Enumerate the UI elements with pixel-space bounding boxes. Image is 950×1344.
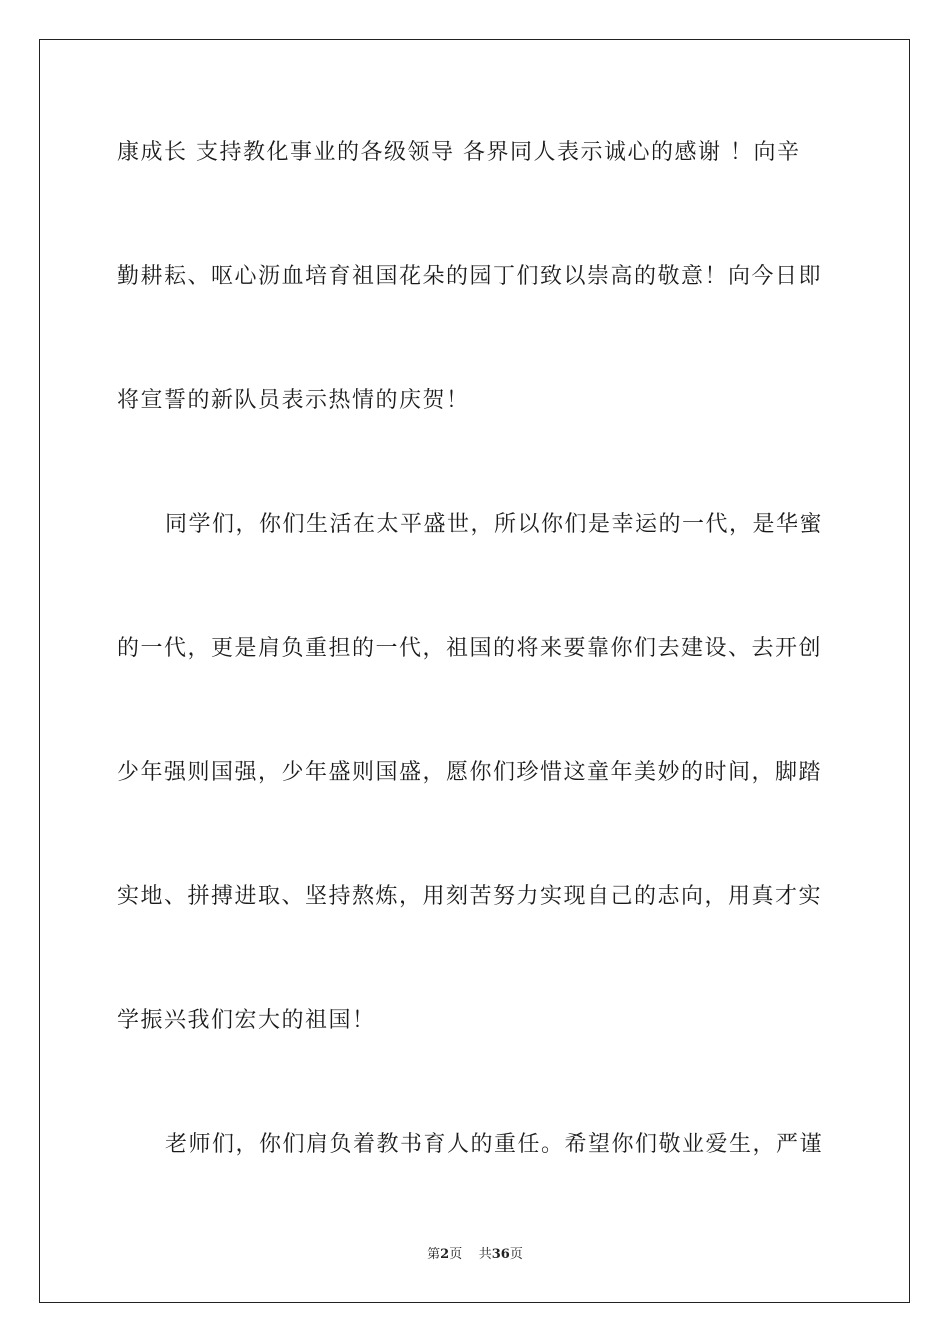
footer-prefix: 第 xyxy=(427,1247,441,1262)
current-page-number: 2 xyxy=(440,1247,450,1262)
footer-total-suffix: 页 xyxy=(509,1247,523,1262)
page-footer xyxy=(0,1246,950,1264)
text-line: 少年强则国强，少年盛则国盛，愿你们珍惜这童年美妙的时间，脚踏 xyxy=(117,760,823,785)
text-line: 实地、拼搏进取、坚持熬炼，用刻苦努力实现自己的志向，用真才实 xyxy=(117,884,823,909)
text-line: 将宣誓的新队员表示热情的庆贺！ xyxy=(117,388,470,413)
paragraph-start-line: 同学们，你们生活在太平盛世，所以你们是幸运的一代，是华蜜 xyxy=(165,512,824,537)
footer-total-prefix: 共 xyxy=(478,1247,492,1262)
page-border xyxy=(39,39,910,1303)
total-pages-number: 36 xyxy=(491,1247,510,1262)
footer-page-suffix: 页 xyxy=(449,1247,463,1262)
paragraph-start-line: 老师们，你们肩负着教书育人的重任。希望你们敬业爱生，严谨 xyxy=(165,1132,824,1157)
text-line: 的一代，更是肩负重担的一代，祖国的将来要靠你们去建设、去开创 xyxy=(117,636,823,661)
text-line: 康成长 支持教化事业的各级领导 各界同人表示诚心的感谢 ！向辛 xyxy=(117,140,801,165)
text-line: 勤耕耘、呕心沥血培育祖国花朵的园丁们致以崇高的敬意！向今日即 xyxy=(117,264,823,289)
text-line: 学振兴我们宏大的祖国！ xyxy=(117,1008,376,1033)
